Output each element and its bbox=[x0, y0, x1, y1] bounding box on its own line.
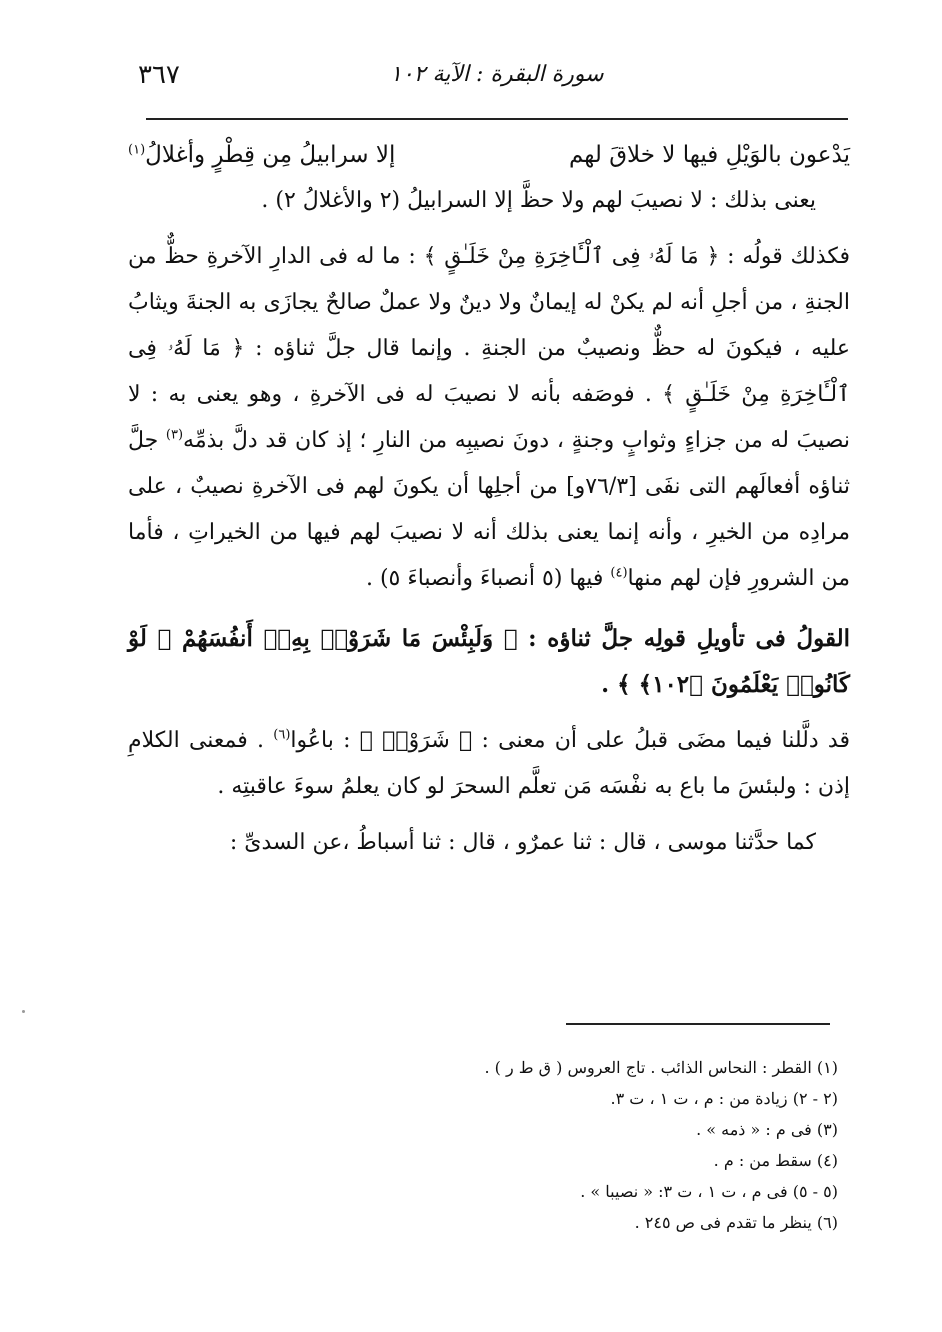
footnote-ref-4: (٤) bbox=[610, 565, 628, 581]
body-text bbox=[128, 126, 850, 866]
footnote-5: (٥ - ٥) فى م ، ت ١ ، ت ٣: « نصيبا » . bbox=[580, 1182, 838, 1201]
verse-second-hemistich bbox=[128, 132, 395, 178]
verse-second-text: إلا سرابيلُ مِن قِطْرٍ وأغلالُ bbox=[145, 142, 396, 168]
paragraph-meaning-a: قد دلَّلنا فيما مضَى قبلُ على أن معنى : ﴿ شَرَوْا۟ ﴾ : باعُوا bbox=[290, 728, 850, 753]
poetry-verse bbox=[128, 132, 850, 178]
header-rule bbox=[146, 118, 848, 120]
paragraph-commentary-c: فيها (٥ أنصباءَ وأنصباءَ ٥) . bbox=[365, 566, 604, 591]
scan-speck bbox=[22, 1010, 25, 1013]
footnote-ref-1: (١) bbox=[128, 142, 146, 158]
section-heading: القولُ فى تأويلِ قولِه جلَّ ثناؤه : ﴿ وَلَبِئْسَ مَا شَرَوْا۟ بِهِۦٓ أَنفُسَهُمْ ۚ لَوْ كَانُوا۟ يَعْلَمُونَ ﴿١٠٢﴾ ﴾ . bbox=[128, 625, 850, 698]
paragraph-explanation: يعنى بذلك : لا نصيبَ لهم ولا حظَّ إلا السرابيلُ (٢ والأغلالُ ٢) . bbox=[261, 188, 816, 213]
running-head bbox=[0, 56, 942, 96]
footnote-ref-3: (٣) bbox=[165, 427, 184, 443]
page-number: ٣٦٧ bbox=[138, 60, 180, 90]
footnote-2: (٢ - ٢) زيادة من : م ، ت ١ ، ت ٣. bbox=[610, 1089, 838, 1108]
footnote-1: (١) القطر : النحاس الذائب . تاج العروس ( ق ط ر ) . bbox=[484, 1058, 838, 1077]
paragraph-isnad: كما حدَّثنا موسى ، قال : ثنا عمرٌو ، قال : ثنا أسباطُ ،عن السدىِّ : bbox=[229, 830, 816, 855]
paragraph-commentary bbox=[128, 234, 850, 602]
verse-first-hemistich: يَدْعون بالوَيْلِ فيها لا خلاقَ لهم bbox=[568, 142, 850, 168]
footnote-3: (٣) فى م : « ذمه » . bbox=[696, 1120, 838, 1139]
footnote-6: (٦) ينظر ما تقدم فى ص ٢٤٥ . bbox=[634, 1213, 838, 1232]
footnote-4: (٤) سقط من : م . bbox=[713, 1151, 838, 1170]
footnote-ref-6: (٦) bbox=[273, 727, 291, 743]
footnotes bbox=[420, 1052, 838, 1238]
footnote-rule bbox=[566, 1023, 830, 1025]
paragraph-meaning bbox=[128, 718, 850, 810]
paragraph-commentary-a: فكذلك قولُه : ﴿ مَا لَهُۥ فِى ٱلْـَٔاخِرَةِ مِنْ خَلَـٰقٍ ﴾ : ما له فى الدارِ الآخرةِ حظٌّ من الجنةِ ، من أجلِ أنه لم يكنْ له إيمانٌ ولا دينٌ ولا عملٌ صالحٌ يجازَى به الجنةَ ويثابُ عليه ، فيكونَ له حظٌّ ونصيبٌ من الجنةِ . وإنما قال جلَّ ثناؤه : ﴿ مَا لَهُۥ فِى ٱلْـَٔاخِرَةِ مِنْ خَلَـٰقٍ ﴾ . فوصَفه بأنه لا نصيبَ له فى الآخرةِ ، وهو يعنى به : لا نصيبَ له من جزاءٍ وثوابٍ وجنةٍ ، دونَ نصيبِه من النارِ ؛ إذ كان قد دلَّ بذمِّه bbox=[128, 244, 850, 453]
paragraph-commentary-b: جلَّ ثناؤه أفعالَهم التى نفَى [٧٦/٣و] من أجلِها أن يكونَ لهم فى الآخرةِ نصيبٌ ، على مرادِه من الخيرِ ، وأنه إنما يعنى بذلك أنه لا نصيبَ لهم فيها من الخيراتِ ، فأما من الشرورِ فإن لهم منها bbox=[128, 428, 850, 591]
paragraph-meaning-b: . فمعنى الكلامِ إذن : ولبئسَ ما باع به نفْسَه مَن تعلَّم السحرَ لو كان يعلمُ سوءَ عاقبتِه . bbox=[128, 728, 850, 799]
surah-title: سورة البقرة : الآية ١٠٢ bbox=[390, 62, 604, 87]
